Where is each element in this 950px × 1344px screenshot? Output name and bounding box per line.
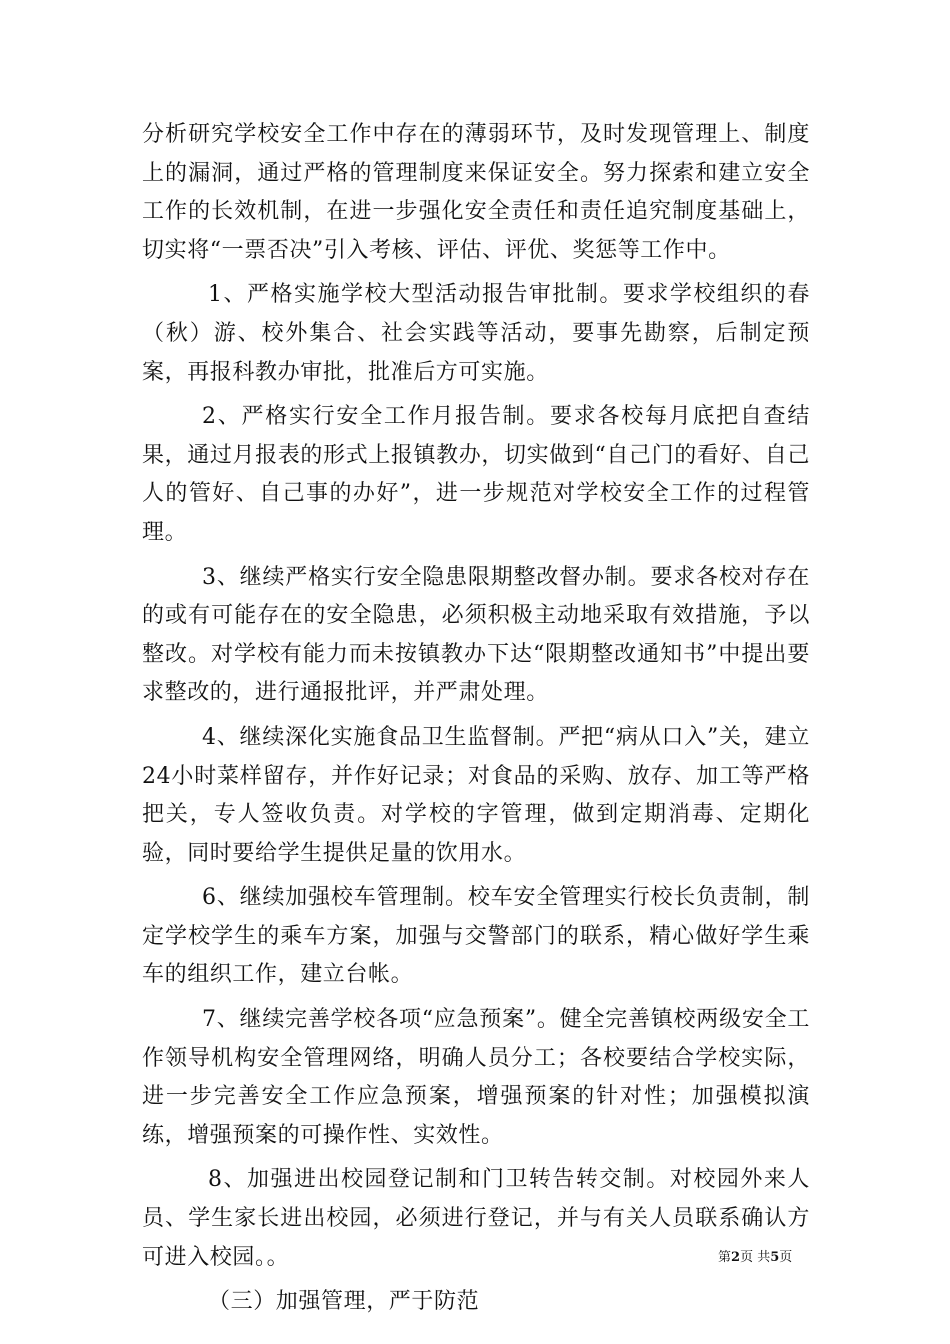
page-number-footer — [718, 1246, 838, 1265]
paragraph-item-7: 7、继续完善学校各项“应急预案”。健全完善镇校两级安全工作领导机构安全管理网络，明确人员分工；各校要结合学校实际，进一步完善安全工作应急预案，增强预案的针对性；加强模拟演练，增强预案的可操作性、实效性。 — [142, 1007, 810, 1148]
footer-total-pages: 5 — [770, 1250, 780, 1265]
paragraph-item-8: 8、加强进出校园登记制和门卫转告转交制。对校园外来人员、学生家长进出校园，必须进行登记，并与有关人员联系确认方可进入校园。。 — [142, 1167, 810, 1270]
paragraph-item-3: 3、继续严格实行安全隐患限期整改督办制。要求各校对存在的或有可能存在的安全隐患，必须积极主动地采取有效措施，予以整改。对学校有能力而未按镇教办下达“限期整改通知书”中提出要求整改的，进行通报批评，并严肃处理。 — [142, 564, 810, 706]
footer-middle: 页 共 — [740, 1250, 771, 1265]
paragraph-item-2: 2、严格实行安全工作月报告制。要求各校每月底把自查结果，通过月报表的形式上报镇教办，切实做到“自己门的看好、自己人的管好、自己事的办好”，进一步规范对学校安全工作的过程管理。 — [142, 404, 810, 545]
footer-current-page: 2 — [731, 1250, 741, 1265]
section-heading: （三）加强管理，严于防范 — [208, 1289, 480, 1315]
footer-prefix: 第 — [718, 1250, 732, 1265]
paragraph-item-1: 1、严格实施学校大型活动报告审批制。要求学校组织的春（秋）游、校外集合、社会实践等活动，要事先勘察，后制定预案，再报科教办审批，批准后方可实施。 — [142, 282, 810, 385]
footer-suffix: 页 — [779, 1250, 793, 1265]
paragraph-intro: 分析研究学校安全工作中存在的薄弱环节，及时发现管理上、制度上的漏洞，通过严格的管理制度来保证安全。努力探索和建立安全工作的长效机制，在进一步强化安全责任和责任追究制度基础上，切实将“一票否决”引入考核、评估、评优、奖惩等工作中。 — [142, 122, 810, 263]
paragraph-item-4: 4、继续深化实施食品卫生监督制。严把“病从口入”关，建立24小时菜样留存，并作好记录；对食品的采购、放存、加工等严格把关，专人签收负责。对学校的字管理，做到定期消毒、定期化验，同时要给学生提供足量的饮用水。 — [142, 724, 810, 866]
paragraph-item-6: 6、继续加强校车管理制。校车安全管理实行校长负责制，制定学校学生的乘车方案，加强与交警部门的联系，精心做好学生乘车的组织工作，建立台帐。 — [142, 885, 810, 988]
document-body — [142, 116, 810, 1328]
